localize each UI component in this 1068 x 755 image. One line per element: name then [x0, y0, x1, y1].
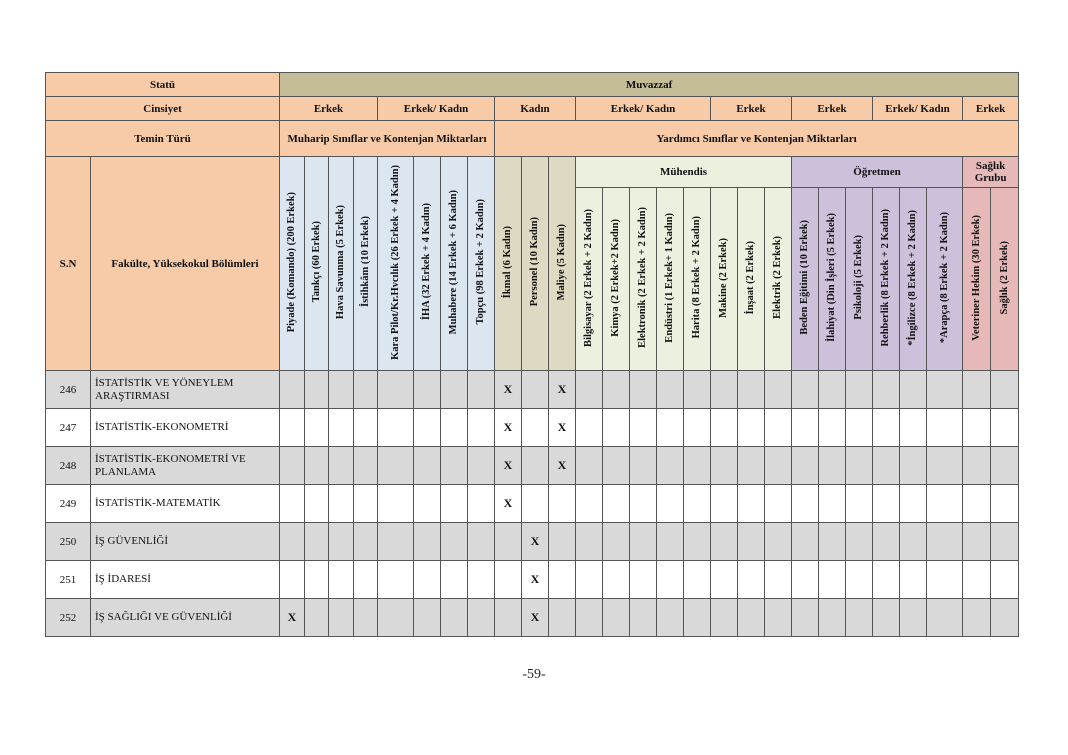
- col-header: Tankçı (60 Erkek): [305, 157, 329, 371]
- temin-label: Temin Türü: [46, 121, 280, 157]
- row-cell: [414, 409, 441, 447]
- row-department: İŞ SAĞLIĞI VE GÜVENLİĞİ: [91, 599, 280, 637]
- row-cell: [765, 599, 792, 637]
- row-cell: [657, 447, 684, 485]
- row-cell: [576, 447, 603, 485]
- row-cell: [873, 561, 900, 599]
- col-header: İstihkâm (10 Erkek): [354, 157, 378, 371]
- row-cell: [329, 599, 354, 637]
- row-cell: [738, 561, 765, 599]
- row-cell: [963, 409, 991, 447]
- row-sn: 251: [46, 561, 91, 599]
- row-cell: [549, 523, 576, 561]
- row-cell: [963, 599, 991, 637]
- row-cell: [305, 371, 329, 409]
- table-row: [46, 561, 1019, 599]
- row-cell: [414, 599, 441, 637]
- row-cell: [792, 409, 819, 447]
- row-cell: [305, 409, 329, 447]
- row-cell: [414, 523, 441, 561]
- row-cell: [630, 523, 657, 561]
- row-cell: [927, 447, 963, 485]
- row-cell: [329, 447, 354, 485]
- row-cell: [280, 371, 305, 409]
- col-header: Piyade (Komando) (200 Erkek): [280, 157, 305, 371]
- row-cell: [378, 447, 414, 485]
- row-cell: [329, 371, 354, 409]
- row-cell: X: [549, 409, 576, 447]
- group-muhendis: Mühendis: [576, 157, 792, 188]
- col-header: Maliye (5 Kadın): [549, 157, 576, 371]
- row-cell: [495, 599, 522, 637]
- group-ogretmen: Öğretmen: [792, 157, 963, 188]
- row-cell: [468, 485, 495, 523]
- row-cell: [414, 371, 441, 409]
- cinsiyet-cell: Erkek: [792, 97, 873, 121]
- cinsiyet-cell: Erkek/ Kadın: [576, 97, 711, 121]
- row-cell: [468, 371, 495, 409]
- row-cell: [711, 561, 738, 599]
- row-cell: [468, 523, 495, 561]
- row-cell: [846, 409, 873, 447]
- row-sn: 246: [46, 371, 91, 409]
- cinsiyet-cell: Erkek/ Kadın: [873, 97, 963, 121]
- row-cell: [378, 409, 414, 447]
- row-cell: [963, 561, 991, 599]
- row-cell: X: [495, 409, 522, 447]
- col-header: Personel (10 Kadın): [522, 157, 549, 371]
- row-cell: [603, 447, 630, 485]
- row-cell: [657, 561, 684, 599]
- row-cell: [576, 371, 603, 409]
- row-cell: [792, 599, 819, 637]
- row-cell: [603, 409, 630, 447]
- row-cell: [873, 371, 900, 409]
- row-cell: [765, 561, 792, 599]
- row-cell: [819, 485, 846, 523]
- col-header: Bilgisayar (2 Erkek + 2 Kadın): [576, 188, 603, 371]
- row-cell: [378, 485, 414, 523]
- row-cell: [927, 561, 963, 599]
- row-department: İŞ İDARESİ: [91, 561, 280, 599]
- row-cell: [280, 485, 305, 523]
- statu-value: Muvazzaf: [280, 73, 1019, 97]
- row-cell: X: [549, 371, 576, 409]
- row-cell: [354, 409, 378, 447]
- col-header: Beden Eğitimi (10 Erkek): [792, 188, 819, 371]
- table-row: [46, 599, 1019, 637]
- table-row: [46, 409, 1019, 447]
- row-cell: X: [549, 447, 576, 485]
- row-cell: [765, 485, 792, 523]
- row-cell: [684, 371, 711, 409]
- row-cell: [873, 447, 900, 485]
- row-cell: [991, 561, 1019, 599]
- row-cell: [819, 523, 846, 561]
- row-cell: [441, 371, 468, 409]
- row-cell: [684, 409, 711, 447]
- row-cell: [792, 447, 819, 485]
- row-cell: [991, 447, 1019, 485]
- row-cell: [711, 523, 738, 561]
- row-cell: [684, 599, 711, 637]
- col-header: Makine (2 Erkek): [711, 188, 738, 371]
- cinsiyet-cell: Erkek: [280, 97, 378, 121]
- row-cell: [963, 523, 991, 561]
- col-header: *İngilizce (8 Erkek + 2 Kadın): [900, 188, 927, 371]
- row-cell: [792, 371, 819, 409]
- row-cell: [630, 409, 657, 447]
- row-cell: [305, 447, 329, 485]
- cinsiyet-cell: Erkek/ Kadın: [378, 97, 495, 121]
- row-cell: X: [495, 447, 522, 485]
- row-cell: [603, 599, 630, 637]
- row-cell: [280, 447, 305, 485]
- row-department: İSTATİSTİK-EKONOMETRİ: [91, 409, 280, 447]
- row-cell: [738, 409, 765, 447]
- row-department: İSTATİSTİK-MATEMATİK: [91, 485, 280, 523]
- row-cell: X: [522, 561, 549, 599]
- row-cell: [603, 523, 630, 561]
- row-cell: [630, 371, 657, 409]
- row-cell: [711, 409, 738, 447]
- col-header: Sağlık (2 Erkek): [991, 188, 1019, 371]
- col-header: Elektrik (2 Erkek): [765, 188, 792, 371]
- row-cell: [522, 485, 549, 523]
- col-header: Hava Savunma (5 Erkek): [329, 157, 354, 371]
- group-saglik: Sağlık Grubu: [963, 157, 1019, 188]
- row-cell: [522, 409, 549, 447]
- row-cell: [819, 561, 846, 599]
- fakulte-label: Fakülte, Yüksekokul Bölümleri: [91, 157, 280, 371]
- row-cell: [684, 561, 711, 599]
- col-header: İnşaat (2 Erkek): [738, 188, 765, 371]
- row-cell: [738, 371, 765, 409]
- row-cell: [329, 485, 354, 523]
- row-cell: [963, 485, 991, 523]
- row-cell: [354, 447, 378, 485]
- row-cell: [819, 409, 846, 447]
- row-cell: [657, 409, 684, 447]
- row-cell: [711, 599, 738, 637]
- kontenjan-table: [45, 72, 1019, 637]
- row-cell: [354, 561, 378, 599]
- row-cell: [738, 447, 765, 485]
- row-cell: [603, 371, 630, 409]
- row-cell: [991, 523, 1019, 561]
- row-cell: [819, 599, 846, 637]
- row-cell: [603, 561, 630, 599]
- row-cell: [657, 523, 684, 561]
- col-header: Elektronik (2 Erkek + 2 Kadın): [630, 188, 657, 371]
- row-cell: [354, 371, 378, 409]
- row-cell: [441, 523, 468, 561]
- row-cell: [378, 371, 414, 409]
- row-cell: X: [280, 599, 305, 637]
- row-cell: [927, 409, 963, 447]
- row-cell: [991, 409, 1019, 447]
- row-cell: [468, 409, 495, 447]
- row-cell: [354, 485, 378, 523]
- row-cell: [329, 409, 354, 447]
- row-cell: [630, 599, 657, 637]
- row-cell: [927, 523, 963, 561]
- row-cell: [792, 523, 819, 561]
- row-cell: [991, 371, 1019, 409]
- table-row: [46, 371, 1019, 409]
- row-cell: [711, 447, 738, 485]
- row-department: İSTATİSTİK-EKONOMETRİ VE PLANLAMA: [91, 447, 280, 485]
- temin-yardimci: Yardımcı Sınıflar ve Kontenjan Miktarları: [495, 121, 1019, 157]
- row-cell: X: [495, 485, 522, 523]
- cinsiyet-cell: Erkek: [963, 97, 1019, 121]
- col-header: İHA (32 Erkek + 4 Kadın): [414, 157, 441, 371]
- statu-label: Statü: [46, 73, 280, 97]
- row-cell: [576, 599, 603, 637]
- row-cell: [378, 523, 414, 561]
- row-cell: [738, 523, 765, 561]
- row-sn: 249: [46, 485, 91, 523]
- row-cell: [280, 523, 305, 561]
- col-header: Topçu (98 Erkek + 2 Kadın): [468, 157, 495, 371]
- row-cell: [991, 485, 1019, 523]
- row-cell: [549, 485, 576, 523]
- row-cell: [305, 561, 329, 599]
- row-cell: [846, 485, 873, 523]
- temin-muharip: Muharip Sınıflar ve Kontenjan Miktarları: [280, 121, 495, 157]
- col-header: Psikoloji (5 Erkek): [846, 188, 873, 371]
- row-cell: [603, 485, 630, 523]
- row-cell: [549, 561, 576, 599]
- row-cell: [495, 523, 522, 561]
- row-cell: [354, 523, 378, 561]
- sn-label: S.N: [46, 157, 91, 371]
- row-cell: [468, 447, 495, 485]
- row-sn: 247: [46, 409, 91, 447]
- row-cell: [549, 599, 576, 637]
- row-cell: [468, 561, 495, 599]
- row-cell: [414, 447, 441, 485]
- col-header: *Arapça (8 Erkek + 2 Kadın): [927, 188, 963, 371]
- row-cell: [765, 447, 792, 485]
- row-cell: [354, 599, 378, 637]
- row-cell: [792, 561, 819, 599]
- col-header: Kara Pilot/Kr.Hvcılık (26 Erkek + 4 Kadın): [378, 157, 414, 371]
- row-cell: [846, 523, 873, 561]
- row-cell: [630, 485, 657, 523]
- page-number: -59-: [522, 667, 546, 682]
- row-cell: [873, 599, 900, 637]
- row-cell: [873, 523, 900, 561]
- col-header: Muhabere (14 Erkek + 6 Kadın): [441, 157, 468, 371]
- row-cell: [927, 485, 963, 523]
- col-header: Kimya (2 Erkek+2 Kadın): [603, 188, 630, 371]
- row-cell: [576, 409, 603, 447]
- row-cell: [963, 371, 991, 409]
- col-header: Veteriner Hekim (30 Erkek): [963, 188, 991, 371]
- col-header: İkmal (6 Kadın): [495, 157, 522, 371]
- row-cell: [441, 599, 468, 637]
- row-cell: [900, 523, 927, 561]
- col-header: Endüstri (1 Erkek+ 1 Kadın): [657, 188, 684, 371]
- row-cell: [630, 561, 657, 599]
- row-cell: [684, 485, 711, 523]
- row-cell: [468, 599, 495, 637]
- row-cell: [819, 371, 846, 409]
- row-cell: [684, 523, 711, 561]
- row-cell: [792, 485, 819, 523]
- row-cell: [441, 409, 468, 447]
- row-cell: [495, 561, 522, 599]
- row-cell: [576, 561, 603, 599]
- row-sn: 248: [46, 447, 91, 485]
- row-cell: [991, 599, 1019, 637]
- col-header: Harita (8 Erkek + 2 Kadın): [684, 188, 711, 371]
- row-cell: [900, 599, 927, 637]
- row-cell: [378, 561, 414, 599]
- row-cell: [846, 447, 873, 485]
- row-cell: [846, 561, 873, 599]
- table-body: [46, 371, 1019, 637]
- row-cell: [900, 371, 927, 409]
- row-cell: [522, 371, 549, 409]
- table-row: [46, 485, 1019, 523]
- row-cell: [846, 599, 873, 637]
- row-cell: [900, 561, 927, 599]
- row-cell: [441, 485, 468, 523]
- cinsiyet-label: Cinsiyet: [46, 97, 280, 121]
- row-cell: [657, 371, 684, 409]
- col-header: İlahiyat (Din İşleri (5 Erkek): [819, 188, 846, 371]
- cinsiyet-cell: Erkek: [711, 97, 792, 121]
- row-cell: [927, 371, 963, 409]
- row-cell: [900, 447, 927, 485]
- row-cell: [900, 485, 927, 523]
- row-department: İSTATİSTİK VE YÖNEYLEM ARAŞTIRMASI: [91, 371, 280, 409]
- row-cell: [329, 523, 354, 561]
- row-cell: X: [522, 599, 549, 637]
- row-cell: X: [522, 523, 549, 561]
- row-cell: [305, 523, 329, 561]
- row-cell: [765, 409, 792, 447]
- row-cell: [414, 561, 441, 599]
- row-sn: 252: [46, 599, 91, 637]
- row-cell: [711, 371, 738, 409]
- row-cell: [576, 523, 603, 561]
- row-cell: X: [495, 371, 522, 409]
- row-cell: [576, 485, 603, 523]
- row-department: İŞ GÜVENLİĞİ: [91, 523, 280, 561]
- row-cell: [738, 599, 765, 637]
- row-cell: [305, 485, 329, 523]
- table-row: [46, 523, 1019, 561]
- row-cell: [765, 523, 792, 561]
- row-cell: [900, 409, 927, 447]
- row-cell: [927, 599, 963, 637]
- row-cell: [873, 409, 900, 447]
- row-cell: [305, 599, 329, 637]
- row-cell: [280, 561, 305, 599]
- row-sn: 250: [46, 523, 91, 561]
- cinsiyet-cell: Kadın: [495, 97, 576, 121]
- table-row: [46, 447, 1019, 485]
- row-cell: [963, 447, 991, 485]
- row-cell: [414, 485, 441, 523]
- row-cell: [441, 447, 468, 485]
- row-cell: [630, 447, 657, 485]
- row-cell: [711, 485, 738, 523]
- row-cell: [441, 561, 468, 599]
- row-cell: [873, 485, 900, 523]
- row-cell: [657, 485, 684, 523]
- row-cell: [280, 409, 305, 447]
- row-cell: [846, 371, 873, 409]
- row-cell: [378, 599, 414, 637]
- row-cell: [522, 447, 549, 485]
- row-cell: [738, 485, 765, 523]
- col-header: Rehberlik (8 Erkek + 2 Kadın): [873, 188, 900, 371]
- row-cell: [684, 447, 711, 485]
- row-cell: [819, 447, 846, 485]
- row-cell: [765, 371, 792, 409]
- row-cell: [329, 561, 354, 599]
- row-cell: [657, 599, 684, 637]
